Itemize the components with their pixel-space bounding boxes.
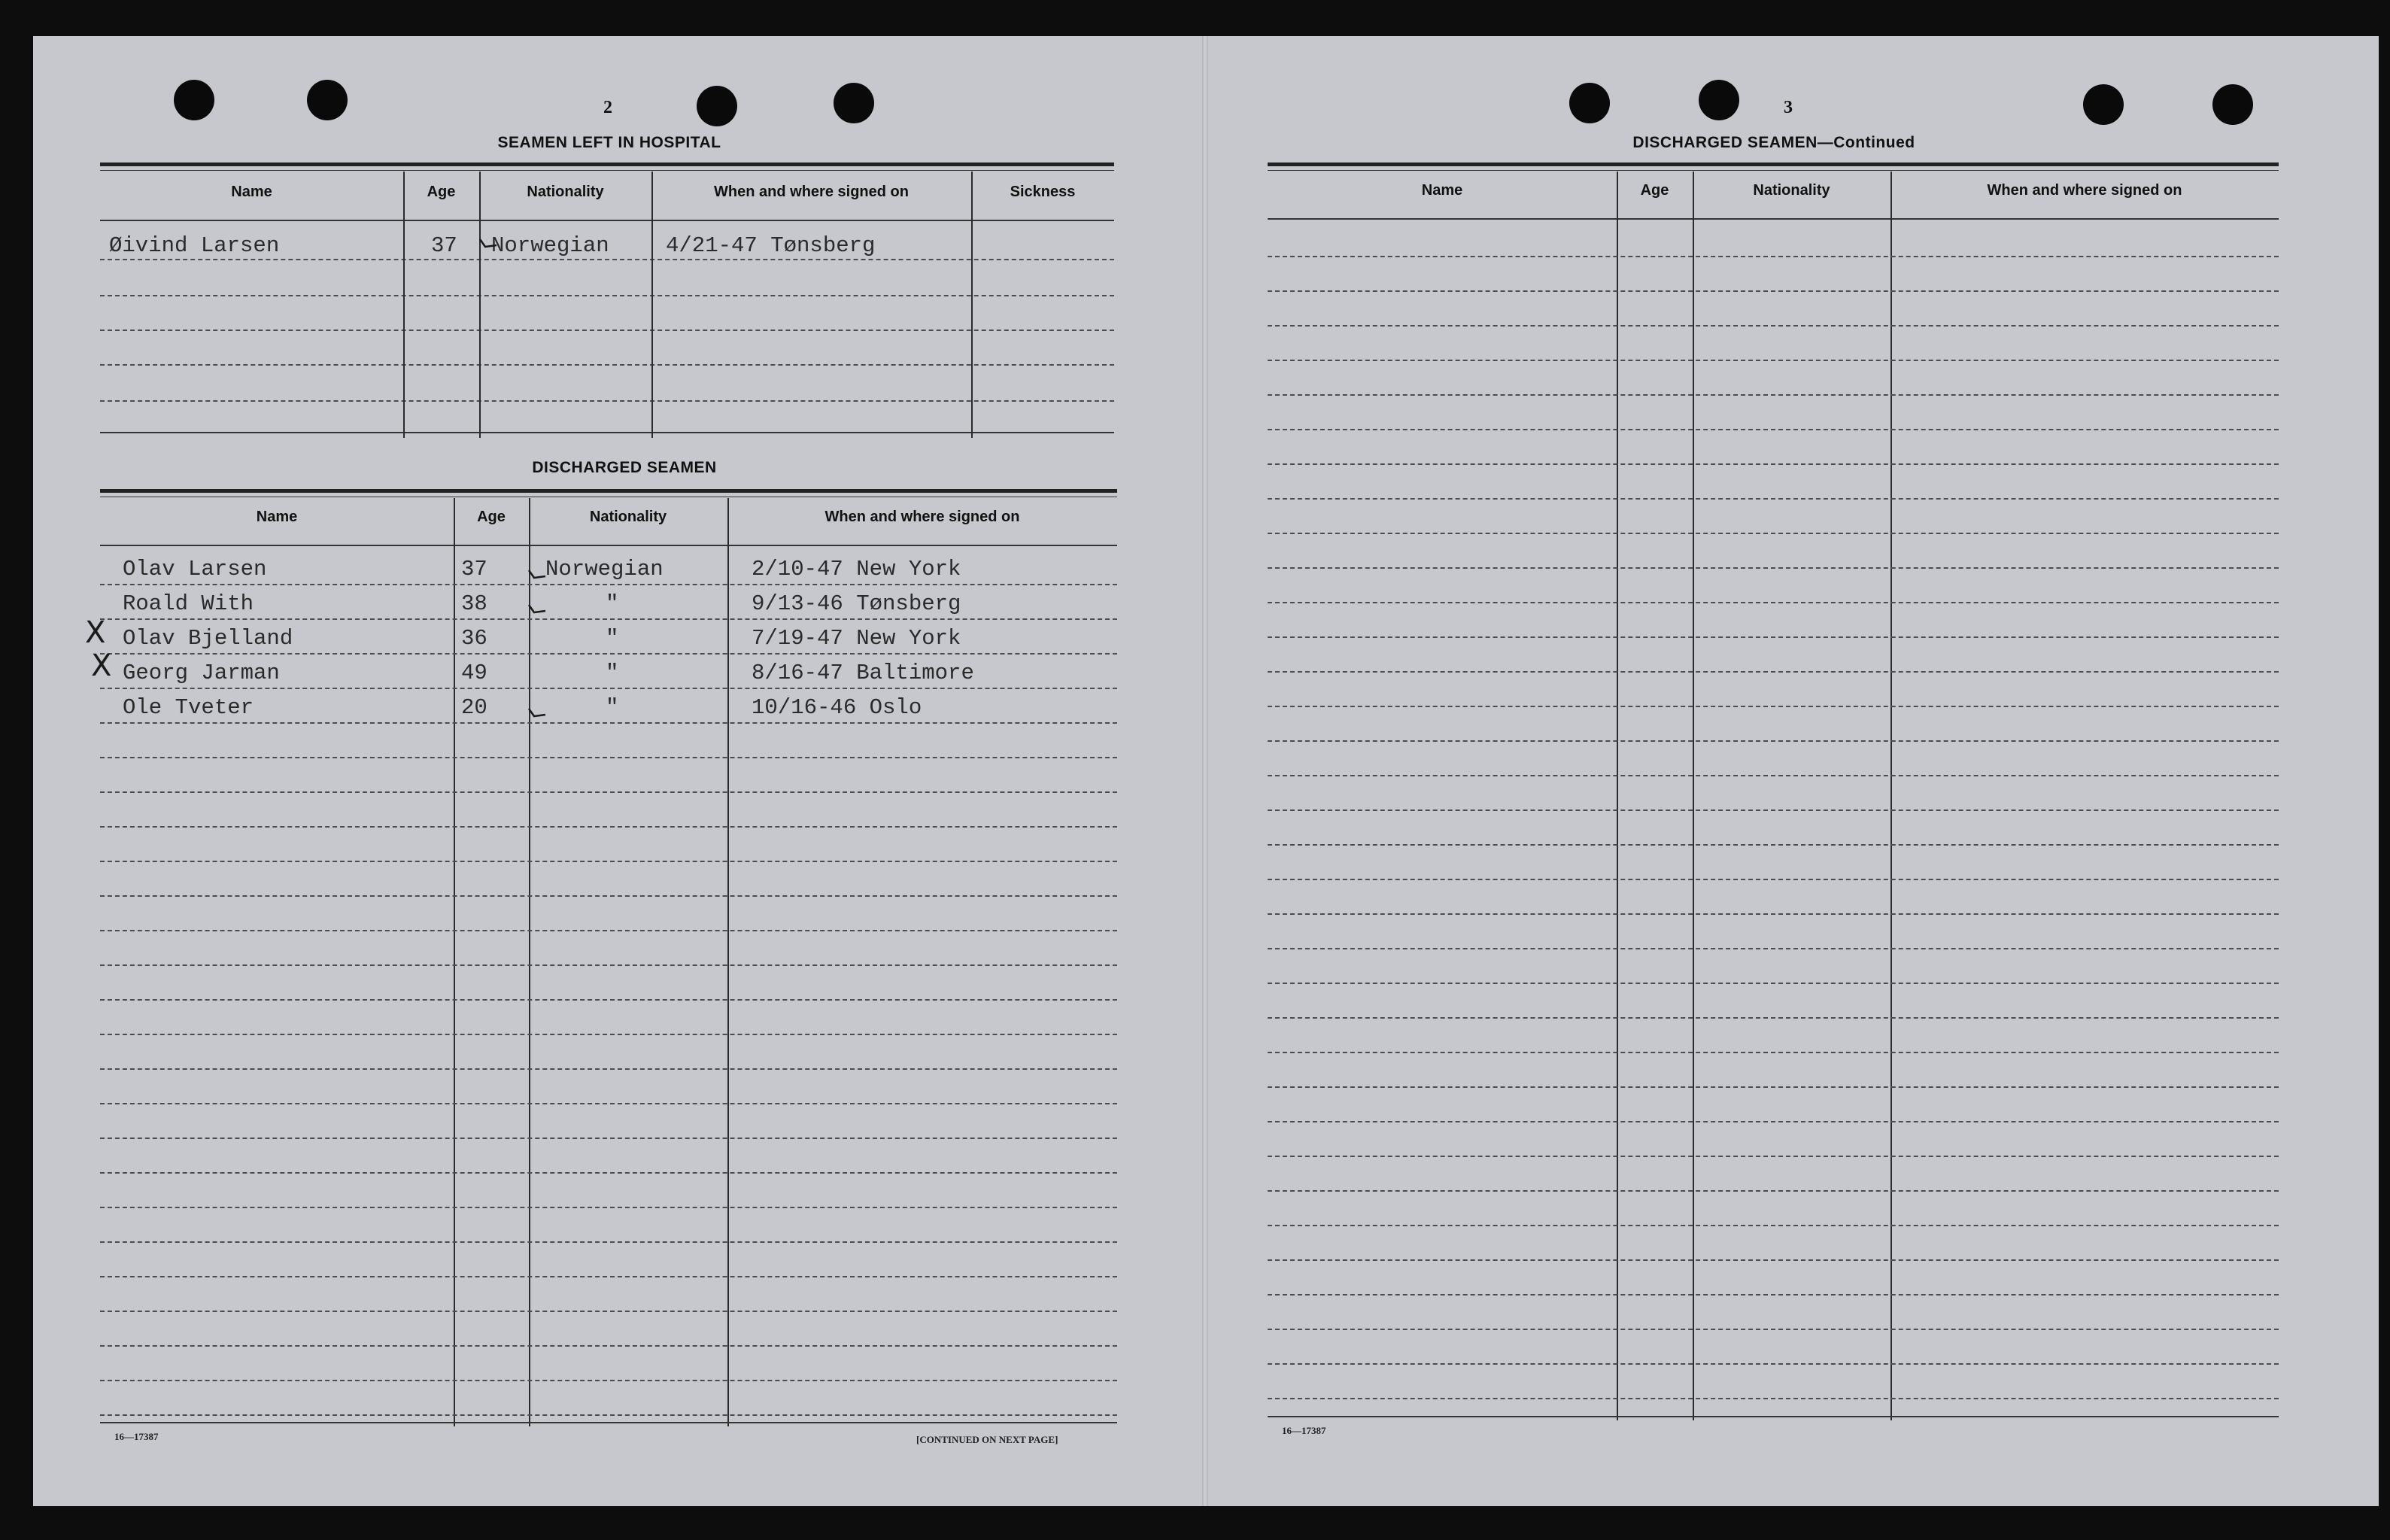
ruled-line xyxy=(1268,463,2279,465)
ruled-line xyxy=(1268,498,2279,500)
hospital-table xyxy=(100,163,1114,438)
ruled-line xyxy=(1268,636,2279,638)
ruled-line xyxy=(100,964,1117,966)
discharged-row-signed-on: 9/13-46 Tønsberg xyxy=(752,591,961,616)
page-number-left: 2 xyxy=(603,98,612,117)
header-nationality: Nationality xyxy=(589,509,667,525)
ruled-line xyxy=(1268,844,2279,846)
ruled-line xyxy=(1268,325,2279,327)
punch-hole xyxy=(697,86,737,126)
discharged-row-nationality: " xyxy=(606,661,619,685)
check-mark-icon xyxy=(478,238,498,248)
ruled-line xyxy=(1268,256,2279,257)
ruled-line xyxy=(1268,948,2279,949)
ruled-line xyxy=(1268,394,2279,396)
header-age: Age xyxy=(427,184,456,200)
discharged-row-nationality: " xyxy=(606,626,619,651)
hospital-row-age: 37 xyxy=(431,233,457,258)
discharged-row-nationality: " xyxy=(606,695,619,720)
page-gutter xyxy=(1202,36,1208,1506)
ruled-line xyxy=(1268,1086,2279,1088)
hospital-section-title: SEAMEN LEFT IN HOSPITAL xyxy=(497,134,721,151)
form-number-left: 16—17387 xyxy=(114,1431,159,1442)
ruled-line xyxy=(100,1068,1117,1070)
discharged-row-nationality: Norwegian xyxy=(545,557,664,582)
ruled-line xyxy=(1268,809,2279,811)
ruled-line xyxy=(100,1241,1117,1243)
header-name: Name xyxy=(231,184,272,200)
ruled-line xyxy=(100,757,1117,758)
ruled-line xyxy=(100,1207,1117,1208)
discharged-row-age: 49 xyxy=(461,661,487,685)
ruled-line xyxy=(100,1172,1117,1174)
discharged-row-signed-on: 7/19-47 New York xyxy=(752,626,961,651)
punch-hole xyxy=(834,83,874,123)
ruled-line xyxy=(1268,429,2279,430)
header-signed-on: When and where signed on xyxy=(1987,182,2182,199)
punch-hole xyxy=(1699,80,1739,120)
header-sickness: Sickness xyxy=(1010,184,1076,200)
ruled-line xyxy=(100,722,1117,724)
discharged-continued-title: DISCHARGED SEAMEN—Continued xyxy=(1632,134,1915,151)
ruled-line xyxy=(100,688,1117,689)
ruled-line xyxy=(100,1276,1117,1277)
ruled-line xyxy=(1268,1052,2279,1053)
ruled-line xyxy=(100,930,1117,931)
ruled-line xyxy=(1268,983,2279,984)
discharged-row-nationality: " xyxy=(606,591,619,616)
discharged-row-age: 20 xyxy=(461,695,487,720)
punch-hole xyxy=(2212,84,2253,125)
ruled-line xyxy=(1268,567,2279,569)
ruled-line xyxy=(1268,533,2279,534)
ruled-line xyxy=(1268,1121,2279,1122)
discharged-row-age: 37 xyxy=(461,557,487,582)
form-number-right: 16—17387 xyxy=(1282,1425,1326,1436)
discharged-row-name: Ole Tveter xyxy=(123,695,254,720)
hospital-row-nationality: Norwegian xyxy=(491,233,609,258)
punch-hole xyxy=(2083,84,2124,125)
discharged-row-signed-on: 10/16-46 Oslo xyxy=(752,695,922,720)
ruled-line xyxy=(100,584,1117,585)
ruled-line xyxy=(1268,360,2279,361)
header-name: Name xyxy=(1421,182,1463,199)
header-signed-on: When and where signed on xyxy=(714,184,909,200)
ruled-line xyxy=(1268,706,2279,707)
discharged-row-name: Georg Jarman xyxy=(123,661,280,685)
ruled-line xyxy=(1268,1398,2279,1399)
ruled-line xyxy=(1268,290,2279,292)
hospital-row-name: Øivind Larsen xyxy=(109,233,280,258)
ruled-line xyxy=(100,895,1117,897)
header-age: Age xyxy=(1640,182,1669,199)
discharged-row-signed-on: 2/10-47 New York xyxy=(752,557,961,582)
ruled-line xyxy=(100,653,1117,655)
header-name: Name xyxy=(256,509,298,525)
punch-hole xyxy=(174,80,214,120)
ruled-line xyxy=(1268,913,2279,915)
ruled-line xyxy=(100,826,1117,828)
discharged-continued-table xyxy=(1268,163,2279,1420)
ruled-line xyxy=(100,861,1117,862)
ruled-line xyxy=(1268,1363,2279,1365)
discharged-section-title: DISCHARGED SEAMEN xyxy=(532,459,717,476)
header-signed-on: When and where signed on xyxy=(825,509,1020,525)
ruled-line xyxy=(100,1414,1117,1416)
ruled-line xyxy=(100,1345,1117,1347)
discharged-row-age: 38 xyxy=(461,591,487,616)
ruled-line xyxy=(1268,1329,2279,1330)
discharged-row-name: Olav Larsen xyxy=(123,557,267,582)
ruled-line xyxy=(1268,1017,2279,1019)
ruled-line xyxy=(100,1311,1117,1312)
hospital-row-signed-on: 4/21-47 Tønsberg xyxy=(666,233,876,258)
punch-hole xyxy=(307,80,348,120)
check-mark-icon xyxy=(527,603,547,614)
ruled-line xyxy=(1268,1225,2279,1226)
ruled-line xyxy=(100,618,1117,620)
discharged-row-name: Olav Bjelland xyxy=(123,626,293,651)
ruled-line xyxy=(100,1103,1117,1104)
ruled-line xyxy=(100,791,1117,793)
page-number-right: 3 xyxy=(1784,98,1793,117)
ruled-line xyxy=(100,1138,1117,1139)
cross-mark-icon: X xyxy=(91,649,112,683)
ruled-line xyxy=(100,1034,1117,1035)
check-mark-icon xyxy=(527,569,547,579)
discharged-row-signed-on: 8/16-47 Baltimore xyxy=(752,661,974,685)
ruled-line xyxy=(1268,1190,2279,1192)
header-nationality: Nationality xyxy=(527,184,604,200)
ruled-line xyxy=(1268,671,2279,673)
ruled-line xyxy=(1268,775,2279,776)
ruled-line xyxy=(1268,1259,2279,1261)
discharged-table xyxy=(85,489,1117,1426)
ruled-line xyxy=(1268,602,2279,603)
ruled-line xyxy=(1268,879,2279,880)
discharged-row-age: 36 xyxy=(461,626,487,651)
header-age: Age xyxy=(477,509,506,525)
ruled-line xyxy=(100,999,1117,1001)
ruled-line xyxy=(1268,1156,2279,1157)
check-mark-icon xyxy=(527,707,547,718)
ruled-line xyxy=(100,1380,1117,1381)
discharged-row-name: Roald With xyxy=(123,591,254,616)
ruled-line xyxy=(1268,740,2279,742)
ruled-line xyxy=(1268,1294,2279,1295)
continued-note: [CONTINUED ON NEXT PAGE] xyxy=(916,1434,1058,1445)
header-nationality: Nationality xyxy=(1753,182,1830,199)
punch-hole xyxy=(1569,83,1610,123)
cross-mark-icon: X xyxy=(85,615,106,650)
